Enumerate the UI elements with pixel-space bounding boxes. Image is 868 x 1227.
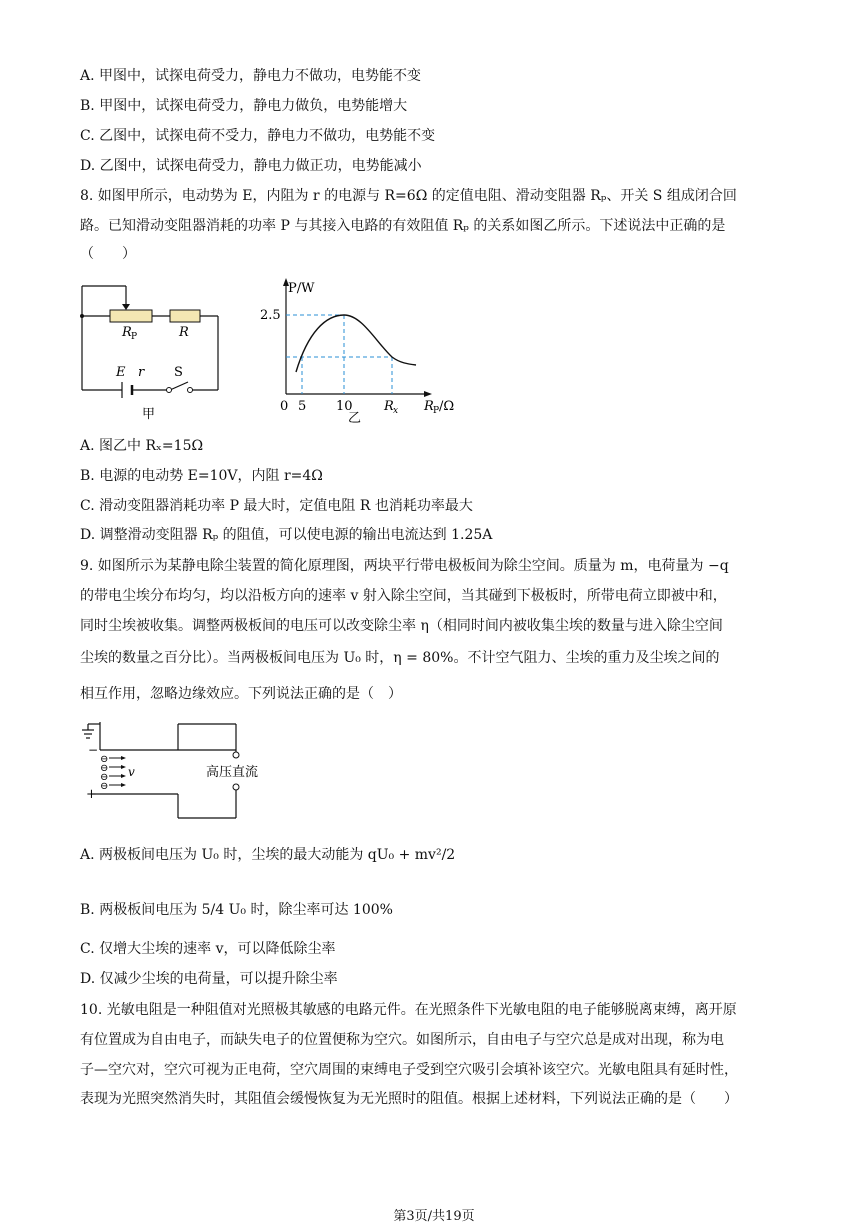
- q10-stem-line2: 有位置成为自由电子，而缺失电子的位置便称为空穴。如图所示，自由电子与空穴总是成对出现，称为电: [80, 1032, 724, 1048]
- q8-power-graph: [250, 272, 470, 427]
- x-tick-5: 5: [298, 399, 307, 414]
- switch-icon: [167, 388, 172, 393]
- q9-option-d: D. 仅减少尘埃的电荷量，可以提升除尘率: [80, 971, 338, 987]
- q9-stem-line2: 的带电尘埃分布均匀，均以沿板方向的速率 v 射入除尘空间，当其碰到下极板时，所带电荷立即被中和，: [80, 588, 727, 604]
- internal-r-label: r: [138, 365, 145, 380]
- svg-text:⊖: ⊖: [100, 772, 109, 783]
- q8-option-a: A. 图乙中 Rₓ=15Ω: [80, 438, 204, 454]
- rp-label: R: [122, 325, 132, 340]
- q7-option-d: D. 乙图中，试探电荷受力，静电力做正功，电势能减小: [80, 158, 422, 174]
- x-tick-10: 10: [336, 399, 353, 414]
- q9-stem-line3: 同时尘埃被收集。调整两极板间的电压可以改变除尘率 η（相同时间内被收集尘埃的数量与进入除尘空间: [80, 618, 723, 634]
- rx-tick-label: R: [384, 399, 394, 414]
- circuit-caption: 甲: [142, 407, 156, 422]
- q9-option-c: C. 仅增大尘埃的速率 v，可以降低除尘率: [80, 941, 336, 957]
- y-axis-label: P/W: [288, 281, 315, 296]
- graph-caption: 乙: [348, 411, 362, 426]
- rp-sub-label: P: [131, 332, 138, 342]
- rx-tick-sub: x: [393, 406, 399, 416]
- hv-dc-label: 高压直流: [206, 765, 259, 780]
- q8-stem-line2: 路。已知滑动变阻器消耗的功率 P 与其接入电路的有效阻值 Rₚ 的关系如图乙所示。下述说法中正确的是: [80, 218, 726, 234]
- plus-sign: +: [86, 787, 97, 802]
- svg-text:⊖: ⊖: [100, 763, 109, 774]
- e-label: E: [116, 365, 126, 380]
- r-label: R: [179, 325, 189, 340]
- q9-stem-line1: 9. 如图所示为某静电除尘装置的简化原理图，两块平行带电极板间为除尘空间。质量为 m，电荷量为 −q: [80, 558, 729, 574]
- q10-stem-line3: 子—空穴对，空穴可视为正电荷，空穴周围的束缚电子受到空穴吸引会填补该空穴。光敏电阻具有延时性，: [80, 1062, 738, 1078]
- q9-stem-line5: 相互作用，忽略边缘效应。下列说法正确的是（ ）: [80, 686, 402, 702]
- q8-stem-line1: 8. 如图甲所示，电动势为 E，内阻为 r 的电源与 R=6Ω 的定值电阻、滑动变阻器 Rₚ、开关 S 组成闭合回: [80, 188, 737, 204]
- r-resistor: [170, 310, 200, 322]
- slider-arrow-icon: [122, 304, 130, 310]
- y-tick-2-5: 2.5: [260, 308, 281, 323]
- q7-option-a: A. 甲图中，试探电荷受力，静电力不做功，电势能不变: [80, 68, 422, 84]
- q9-stem-line4: 尘埃的数量之百分比）。当两极板间电压为 U₀ 时，η = 80%。不计空气阻力、尘埃的重力及尘埃之间的: [80, 650, 720, 666]
- x-tick-0: 0: [280, 399, 289, 414]
- page-footer: 第3页/共19页: [393, 1209, 475, 1224]
- x-axis-sub: P: [433, 406, 440, 416]
- rp-resistor: [110, 310, 152, 322]
- velocity-label: v: [128, 765, 135, 779]
- q8-answer-paren: （ ）: [80, 246, 136, 262]
- q8-circuit-diagram: [70, 272, 230, 422]
- q8-option-b: B. 电源的电动势 E=10V，内阻 r=4Ω: [80, 468, 323, 484]
- q8-option-c: C. 滑动变阻器消耗功率 P 最大时，定值电阻 R 也消耗功率最大: [80, 498, 473, 514]
- x-axis-label: R: [424, 399, 434, 414]
- s-label: S: [174, 365, 183, 380]
- svg-text:⊖: ⊖: [100, 781, 109, 792]
- q9-precipitator-diagram: [78, 716, 278, 824]
- q7-option-c: C. 乙图中，试探电荷不受力，静电力不做功，电势能不变: [80, 128, 436, 144]
- minus-sign: −: [88, 743, 99, 757]
- q9-option-b: B. 两极板间电压为 5/4 U₀ 时，除尘率可达 100%: [80, 902, 393, 918]
- q7-option-b: B. 甲图中，试探电荷受力，静电力做负，电势能增大: [80, 98, 408, 114]
- q10-stem-line1: 10. 光敏电阻是一种阻值对光照极其敏感的电路元件。在光照条件下光敏电阻的电子能够脱离束缚，离开原: [80, 1002, 737, 1018]
- svg-text:⊖: ⊖: [100, 754, 109, 765]
- q9-option-a: A. 两极板间电压为 U₀ 时，尘埃的最大动能为 qU₀ + mv²/2: [80, 847, 456, 863]
- q8-option-d: D. 调整滑动变阻器 Rₚ 的阻值，可以使电源的输出电流达到 1.25A: [80, 527, 493, 543]
- q10-stem-line4: 表现为光照突然消失时，其阻值会缓慢恢复为无光照时的阻值。根据上述材料，下列说法正确的是（ ）: [80, 1091, 738, 1107]
- x-axis-unit: /Ω: [439, 399, 455, 414]
- power-curve: [296, 315, 416, 372]
